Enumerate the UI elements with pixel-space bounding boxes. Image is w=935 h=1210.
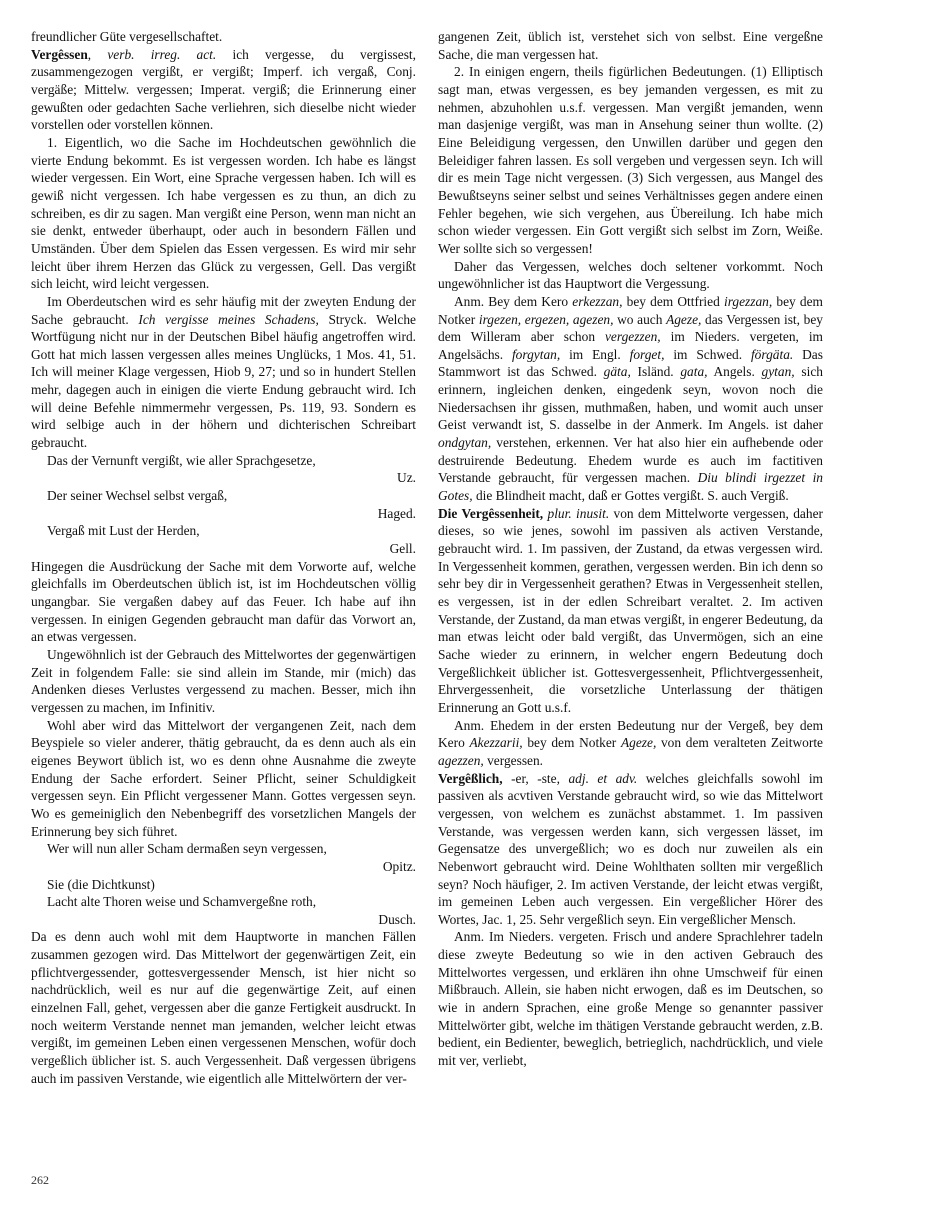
quote-source: Dusch. bbox=[378, 911, 416, 927]
annotation-paragraph: Anm. Im Nieders. vergeten. Frisch und andere Sprachlehrer tadeln diese zweyte Bedeutung so wie in den activen Gebrauch des Mittelwortes vergessen, und erklären ihn ohne Umschweif für einen Mißbrauch. Allein, sie haben nicht erwogen, daß es im Deutschen, so wie in andern Sprachen, eine große Menge so genannter passiver Mittelwörter gibt, welche im thätigen Verstande gebraucht werden, z.B. bedient, ein Bedienter, beweglich, betrieglich, nachdrücklich, und viele mit ver, verliebt, bbox=[438, 929, 823, 1069]
paragraph: Daher das Vergessen, welches doch seltener vorkommt. Noch ungewöhnlicher ist das Hauptwort die Vergessung. bbox=[438, 258, 823, 292]
annotation-paragraph: Anm. Bey dem Kero erkezzan, bey dem Ottfried irgezzan, bey dem Notker irgezen, ergezen, agezen, wo auch Ageze, das Vergessen ist, bey dem Willeram aber schon vergezzen, im Nieders. vergeten, im Angelsächs. forgytan, im Engl. forget, im Schwed. förgäta. Das Stammwort ist das Schwed. gäta, Isländ. gata, Angels. gytan, sich erinnern, ingleichen denken, eingedenk seyn, wovon noch die Niedersachsen ihr gissen, muthmaßen, haben, und womit auch unser Geist verwandt ist, S. dasselbe in der Anmerk. Im Angels. ist daher ondgytan, verstehen, erkennen. Ver hat also hier ein aufhebende oder destruirende Bedeutung. Ehedem wurde es auch im factitiven Verstande gebraucht, für vergessen machen. Diu blindi irgezzet in Gotes, die Blindheit macht, daß er Gottes vergißt. S. auch Vergiß. bbox=[438, 293, 823, 504]
quote-source: Haged. bbox=[377, 505, 416, 521]
entry-vergessen: Vergêssen, verb. irreg. act. ich vergesse, du vergissest, zusammengezogen vergißt, er vergißt; Imperf. ich vergaß, Conj. vergäße; Mittelw. vergessen; Imperat. vergiß; die Erinnerung einer gewußten oder gedachten Sache verliehren, sich dieselbe nicht wieder vorstellen oder vorstellen können. bbox=[31, 46, 416, 133]
paragraph: Da es denn auch wohl mit dem Hauptworte in manchen Fällen zusammen gezogen wird. Das Mittelwort der gegenwärtigen Zeit, ein pflichtvergessender, gottesvergessender Mensch, ist hier nicht so nachdrücklich, weil es nur auf die gegenwärtige Zeit, auf einen einzelnen Fall, gehet, vergessen aber die ganze Fertigkeit ausdruckt. In noch weiterm Verstande nennet man jemanden, welcher leicht etwas vergißt, im gemeinen Leben einen vergessenen Menschen, wofür doch vergeßlich üblicher ist. S. auch Vergessenheit. Daß vergessen übrigens auch im passiven Verstande, wie eigentlich alle Mittelwörtern der ver- bbox=[31, 929, 416, 1086]
quote-line: Sie (die Dichtkunst) bbox=[47, 876, 155, 892]
quote-source: Uz. bbox=[397, 470, 416, 486]
headword: Die Vergêssenheit, bbox=[438, 505, 544, 521]
left-column bbox=[31, 28, 416, 1087]
quote-line: Der seiner Wechsel selbst vergaß, bbox=[47, 488, 228, 504]
grammar-note: adj. et adv. bbox=[568, 770, 638, 786]
grammar-note: verb. irreg. act. bbox=[107, 46, 217, 62]
annotation-paragraph: Anm. Ehedem in der ersten Bedeutung nur der Vergeß, bey dem Kero Akezzarii, bey dem Notker Ageze, von dem veralteten Zeitworte agezzen, vergessen. bbox=[438, 717, 823, 768]
paragraph: Im Oberdeutschen wird es sehr häufig mit der zweyten Endung der Sache gebraucht. Ich vergisse meines Schadens, Stryck. Welche Wortfügung nicht nur in der Deutschen Bibel häufig angetroffen wird. Gott hat mich lassen vergessen alles meines Unglücks, 1 Mos. 41, 51. Ich will meiner Klage vergessen, Hiob 9, 27; und so in hundert Stellen mehr, dagegen auch in einigen die vierte Endung gebraucht wird. Ich will deine Befehle nimmermehr vergessen, Ps. 119, 93. Sondern es wird selbige auch in der höhern und dichterischen Schreibart gebraucht. bbox=[31, 293, 416, 451]
paragraph: 2. In einigen engern, theils figürlichen Bedeutungen. (1) Elliptisch sagt man, etwas vergessen, es bey jemanden vergessen, es mit zu nehmen, abzuhohlen u.s.f. vergessen. Man vergißt jemanden, wenn man dasjenige vergißt, was man in Ansehung seiner thun wollte. (2) Eine Beleidigung vergessen, den Unwillen darüber und gegen den Beleidiger fahren lassen. Es soll vergeben und vergessen seyn. Ich will dir es mein Tage nicht vergessen. (3) Sich vergessen, aus Mangel des Bewußtseyns seiner selbst und seines Verhältnisses gegen andere einen Fehler begehen, wie sich vergehen, aus Übereilung. Ich habe mich schon wieder vergessen. Ein Gott vergißt sich selbst im Zorn, Weiße. Wer sollte sich so vergessen! bbox=[438, 64, 823, 256]
paragraph: gangenen Zeit, üblich ist, verstehet sich von selbst. Eine vergeßne Sache, die man vergessen hat. bbox=[438, 29, 823, 62]
right-column bbox=[438, 28, 823, 1070]
text-line: freundlicher Güte vergesellschaftet. bbox=[31, 29, 223, 44]
entry-vergesslich: Vergêßlich, -er, -ste, adj. et adv. welches gleichfalls sowohl im passiven als acvtiven Verstande gebraucht wird, so wie das Mittelwort vergessen, von welchem es zunächst abstammet. 1. Im passiven Verstande, was vergessen werden kann, sich vergessen lässet, im Gegensatze des unvergeßlich; wo es doch nur zuweilen als ein Nebenwort gebraucht wird. Deine Wohlthaten sollten mir vergeßlich seyn? Noch häufiger, 2. Im activen Verstande, der leicht etwas vergißt, im gemeinen Leben auch vergessen. Ein vergeßlicher Hörer des Wortes, Jac. 1, 25. Sehr vergeßlich seyn. Ein vergeßlicher Mensch. bbox=[438, 770, 823, 927]
quote-line: Das der Vernunft vergißt, wie aller Sprachgesetze, bbox=[47, 452, 316, 468]
quote-source: Gell. bbox=[389, 541, 416, 557]
paragraph: Hingegen die Ausdrückung der Sache mit dem Vorworte auf, welche gleichfalls im Oberdeutschen üblich ist, ist im Hochdeutschen völlig ungangbar. Sie vergaßen dabey auf das Feuer. Ich habe auf ihn vergessen. In einigen Gegenden gebraucht man dafür das Vorwort an, an etwas vergessen. bbox=[31, 558, 416, 645]
headword: Vergêssen bbox=[31, 46, 88, 62]
paragraph: Wohl aber wird das Mittelwort der vergangenen Zeit, nach dem Beyspiele so vieler anderer, thätig gebraucht, da es denn auch als ein eigenes Beywort üblich ist, wo es denn ohne Ausnahme die zweyte Endung der Sache erfordert. Seiner Pflicht, seiner Schuldigkeit vergessen seyn. Ein Pflicht vergessener Mann. Gottes vergessen seyn. Wo es gemeiniglich den Nebenbegriff des vorsetzlichen Mangels der Erinnerung bey sich führet. bbox=[31, 717, 416, 839]
quote-line: Vergaß mit Lust der Herden, bbox=[47, 523, 200, 539]
entry-vergessenheit: Die Vergêssenheit, plur. inusit. von dem Mittelworte vergessen, daher dieses, so wie jenes, sowohl im passiven als activen Verstande, gebraucht wird. 1. Im passiven, der Zustand, da etwas vergessen wird. In Vergessenheit kommen, gerathen, vergessen werden. Bin ich denn so sehr bey dir in Vergessenheit gerathen? Etwas in Vergessenheit stellen, es vergessen, ist in der edlen Schreibart veraltet. 2. Im activen Verstande, der Zustand, da man etwas vergißt, in engerer Bedeutung, da man etwas leicht oder bald vergißt, das Unvermögen, sich an eine Sache wieder zu erinnern, in welcher engern Bedeutung doch Vergeßlichkeit üblicher ist. Gottesvergessenheit, Pflichtvergessenheit, Ehrvergessenheit, die vorsetzliche Unterlassung der thätigen Erinnerung an Gott u.s.f. bbox=[438, 505, 823, 715]
headword: Vergêßlich, bbox=[438, 770, 503, 786]
quote-source: Opitz. bbox=[382, 858, 416, 874]
quote-line: Lacht alte Thoren weise und Schamvergeßne roth, bbox=[47, 894, 317, 910]
quote-line: Wer will nun aller Scham dermaßen seyn vergessen, bbox=[47, 841, 327, 857]
grammar-note: plur. inusit. bbox=[547, 505, 610, 521]
page-number: 262 bbox=[31, 1173, 49, 1187]
paragraph: 1. Eigentlich, wo die Sache im Hochdeutschen gewöhnlich die vierte Endung bekommt. Es ist vergessen worden. Ich habe es längst wieder vergessen. Ein Wort, eine Sprache vergessen haben. Ich will es gewiß nicht vergessen. Ich habe vergessen es zu thun, an dich zu schreiben, es dir zu sagen. Man vergißt eine Person, wenn man nicht an sie denkt, entweder überhaupt, oder auch in besondern Fällen und Umständen. Über dem Spielen das Essen vergessen. Es wird mir sehr leicht über ihrem Herzen das Glück zu vergessen, Gell. Das vergißt sich leicht, wird leicht vergessen. bbox=[31, 134, 416, 292]
paragraph: Ungewöhnlich ist der Gebrauch des Mittelwortes der gegenwärtigen Zeit in folgendem Falle: sie sind allein im Stande, mir (mich) das Andenken dieses Verlustes vergessend zu machen. Besser, mich ihn vergessen zu machen, im Infinitiv. bbox=[31, 646, 416, 715]
